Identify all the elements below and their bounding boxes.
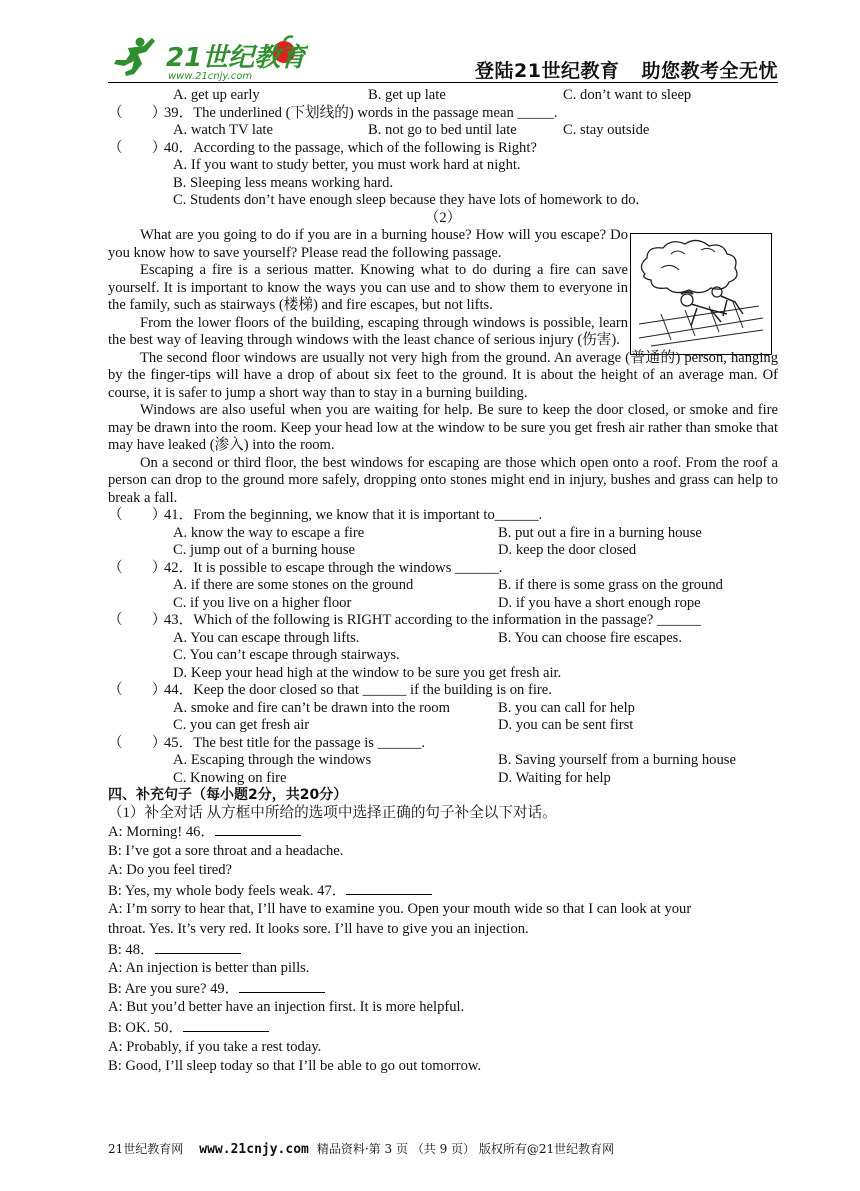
option: B. You can choose fire escapes. [498, 629, 682, 646]
answer-paren[interactable]: （ ） [108, 612, 167, 628]
dialogue-line: A: I’m sorry to hear that, I’ll have to examine you. Open your mouth wide so that I can look at your [108, 901, 692, 918]
answer-blank[interactable] [239, 979, 325, 993]
passage-paragraph: From the lower floors of the building, escaping through windows is possible, learn the best way of leaving through windows with the least chance of serious injury (伤害). [108, 314, 628, 348]
option: D. if you have a short enough rope [498, 594, 701, 611]
answer-paren[interactable]: （ ） [108, 734, 167, 751]
q39-options [108, 122, 778, 140]
dialogue-line: B: 48． [108, 940, 778, 960]
option: C. don’t want to sleep [563, 87, 692, 103]
dialogue-line: A: Morning! 46． [108, 822, 778, 842]
option: B. not go to bed until late [368, 122, 517, 138]
answer-blank[interactable] [183, 1018, 269, 1032]
page-content [108, 87, 778, 1077]
option: A. You can escape through lifts. [173, 629, 360, 646]
dialogue-line: B: Yes, my whole body feels weak. 47． [108, 881, 778, 901]
option: A. if there are some stones on the ground [173, 577, 414, 593]
answer-paren[interactable]: （ ） [108, 507, 167, 523]
option: C. if you live on a higher floor [173, 594, 352, 611]
option: B. get up late [368, 87, 446, 103]
answer-blank[interactable] [346, 881, 432, 895]
question-44 [108, 682, 778, 700]
question-stem: 39．The underlined (下划线的) words in the passage mean _____. [164, 104, 558, 121]
option: A. know the way to escape a fire [173, 524, 365, 541]
dialogue-line: throat. Yes. It’s very red. It looks sore. I’ll have to give you an injection. [108, 920, 529, 937]
slogan-left: 登陆21世纪教育 [475, 60, 620, 82]
option: B. put out a fire in a burning house [498, 524, 702, 541]
option: B. Sleeping less means working hard. [173, 174, 394, 191]
question-stem: 44．Keep the door closed so that ______ if the building is on fire. [164, 682, 552, 698]
logo-url: www.21cnjy.com [168, 71, 253, 82]
answer-blank[interactable] [155, 940, 241, 954]
option: D. Waiting for help [498, 769, 611, 786]
dialogue-line: A: Probably, if you take a rest today. [108, 1038, 322, 1055]
dialogue-line: A: But you’d better have an injection first. It is more helpful. [108, 999, 465, 1016]
dialogue-line: B: Are you sure? 49． [108, 979, 778, 999]
dialogue-line: B: Good, I’ll sleep today so that I’ll be able to go out tomorrow. [108, 1058, 482, 1075]
option: C. jump out of a burning house [173, 542, 356, 558]
option: A. smoke and fire can’t be drawn into the room [173, 699, 450, 716]
passage-paragraph: What are you going to do if you are in a burning house? How will you escape? Do you know how to save yourself? Please read the following passage. [108, 227, 628, 261]
question-39 [108, 105, 778, 123]
header-rule [108, 82, 778, 83]
passage-paragraph: The second floor windows are usually not very high from the ground. An average (普通的) person, hanging by the finger-tips will have a drop of about six feet to the ground. It is about the height of an average man. Of course, it is safer to jump a short way than to stay in a burning building. [108, 349, 778, 401]
option: B. if there is some grass on the ground [498, 577, 723, 593]
section-instruction: （1）补全对话 从方框中所给的选项中选择正确的句子补全以下对话。 [108, 804, 557, 821]
option: A. get up early [173, 87, 260, 103]
slogan-right: 助您教考全无忧 [641, 60, 778, 82]
question-43 [108, 612, 778, 630]
answer-paren[interactable]: （ ） [108, 559, 167, 576]
option: B. you can call for help [498, 699, 635, 716]
passage-label: （2） [424, 209, 462, 226]
dialogue [108, 822, 778, 1077]
footer-info: 精品资料·第 3 页 （共 9 页） 版权所有@21世纪教育网 [316, 1142, 615, 1156]
option: A. If you want to study better, you must work hard at night. [173, 157, 521, 173]
option: C. you can get fresh air [173, 717, 310, 733]
question-stem: 43．Which of the following is RIGHT according to the information in the passage? ______ [164, 612, 701, 628]
option: C. Students don’t have enough sleep because they have lots of homework to do. [173, 192, 640, 208]
section-title: 四、补充句子（每小题2分，共20分） [108, 787, 348, 803]
answer-paren[interactable]: （ ） [108, 139, 167, 156]
question-45 [108, 735, 778, 753]
question-42 [108, 560, 778, 578]
q38-options [108, 87, 778, 105]
dialogue-line: B: OK. 50． [108, 1018, 778, 1038]
passage-paragraph: On a second or third floor, the best windows for escaping are those which open onto a roof. From the roof a person can drop to the ground more safely, dropping onto stones might end in injury, bushes and grass can help to break a fall. [108, 454, 778, 506]
question-40 [108, 140, 778, 158]
question-stem: 42．It is possible to escape through the windows ______. [164, 559, 503, 576]
site-logo[interactable] [108, 34, 308, 82]
answer-paren[interactable]: （ ） [108, 682, 167, 698]
option: A. Escaping through the windows [173, 752, 372, 768]
question-stem: 40．According to the passage, which of the following is Right? [164, 139, 537, 156]
option: C. Knowing on fire [173, 769, 287, 786]
option: B. Saving yourself from a burning house [498, 752, 736, 768]
page-footer [108, 1140, 778, 1157]
logo-text: 21世纪教育 [166, 43, 307, 73]
page-header [108, 34, 778, 84]
option: D. you can be sent first [498, 717, 634, 733]
passage-paragraph: Escaping a fire is a serious matter. Knowing what to do during a fire can save yourself. It is important to know the ways you can use and to show them to everyone in the family, such as stairways (楼梯) and fire escapes, but not lifts. [108, 262, 628, 313]
dialogue-line: A: An injection is better than pills. [108, 960, 310, 977]
question-41 [108, 507, 778, 525]
option: D. Keep your head high at the window to be sure you get fresh air. [173, 664, 562, 681]
footer-url[interactable]: www.21cnjy.com [199, 1142, 309, 1157]
option: D. keep the door closed [498, 542, 637, 558]
passage-paragraph: Windows are also useful when you are waiting for help. Be sure to keep the door closed, or smoke and fire may be drawn into the room. Keep your head low at the window to be sure you get fresh air rather than smoke that may have leaked (渗入) into the room. [108, 402, 778, 453]
option: C. You can’t escape through stairways. [173, 647, 400, 663]
question-stem: 41．From the beginning, we know that it is important to______. [164, 507, 543, 523]
answer-paren[interactable]: （ ） [108, 104, 167, 121]
footer-site: 21世纪教育网 [108, 1142, 184, 1156]
header-slogan [453, 56, 778, 83]
option: A. watch TV late [173, 122, 273, 138]
dialogue-line: A: Do you feel tired? [108, 862, 233, 879]
question-stem: 45．The best title for the passage is ______. [164, 734, 426, 751]
dialogue-line: B: I’ve got a sore throat and a headache. [108, 842, 344, 859]
option: C. stay outside [563, 122, 650, 138]
answer-blank[interactable] [215, 822, 301, 836]
